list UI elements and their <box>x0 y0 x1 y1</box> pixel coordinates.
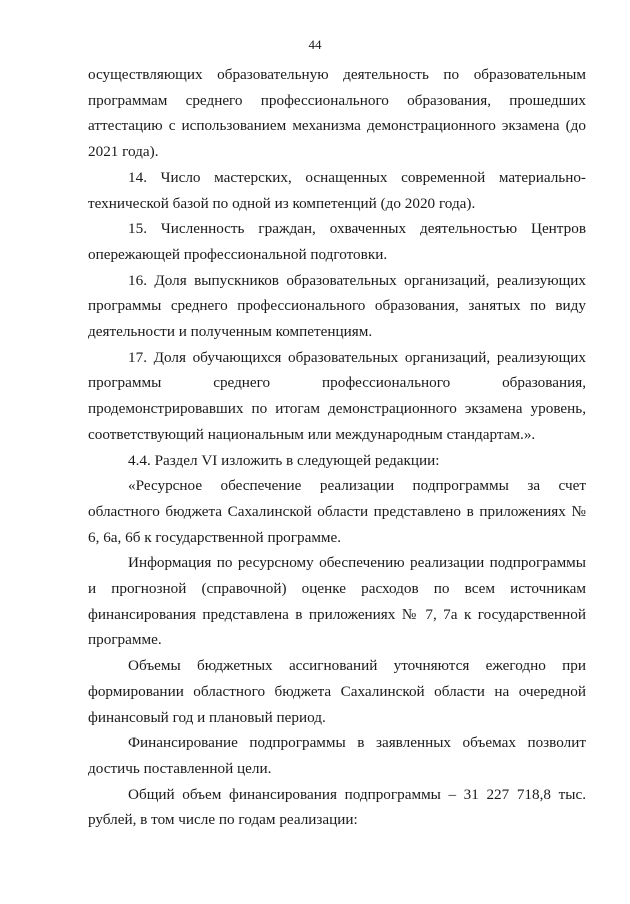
paragraph-budget-volumes: Объемы бюджетных ассигнований уточняются ежегодно при формировании областного бюджета Сахалинской области на очередной финансовый год и плановый период. <box>88 657 586 726</box>
paragraph-continuation: осуществляющих образовательную деятельность по образовательным программам среднего профессионального образования, прошедших аттестацию с использованием механизма демонстрационного экзамена (до 2021 года). <box>88 66 586 161</box>
paragraph-item-16: 16. Доля выпускников образовательных организаций, реализующих программы среднего профессионального образования, занятых по виду деятельности и полученным компетенциям. <box>88 271 586 341</box>
paragraph-section-4-4: 4.4. Раздел VI изложить в следующей редакции: <box>128 451 440 469</box>
paragraph-resource-information: Информация по ресурсному обеспечению реализации подпрограммы и прогнозной (справочной) оценке расходов по всем источникам финансирования представлена в приложениях № 7, 7а к государственной программе. <box>88 554 586 649</box>
paragraph-item-17: 17. Доля обучающихся образовательных организаций, реализующих программы среднего профессионального образования, продемонстрировавших по итогам демонстрационного экзамена уровень, соответствующий национальным или международным стандартам.». <box>88 348 586 443</box>
body-text <box>88 62 586 833</box>
page-number: 44 <box>308 37 322 52</box>
paragraph-item-15: 15. Численность граждан, охваченных деятельностью Центров опережающей профессиональной подготовки. <box>88 220 586 263</box>
paragraph-resource-provision: «Ресурсное обеспечение реализации подпрограммы за счет областного бюджета Сахалинской области представлено в приложениях № 6, 6а, 6б к государственной программе. <box>88 477 586 546</box>
paragraph-item-14: 14. Число мастерских, оснащенных современной материально-технической базой по одной из компетенций (до 2020 года). <box>88 168 586 212</box>
paragraph-financing-goal: Финансирование подпрограммы в заявленных объемах позволит достичь поставленной цели. <box>88 734 586 777</box>
paragraph-total-financing: Общий объем финансирования подпрограммы – 31 227 718,8 тыс. рублей, в том числе по годам реализации: <box>88 785 586 829</box>
